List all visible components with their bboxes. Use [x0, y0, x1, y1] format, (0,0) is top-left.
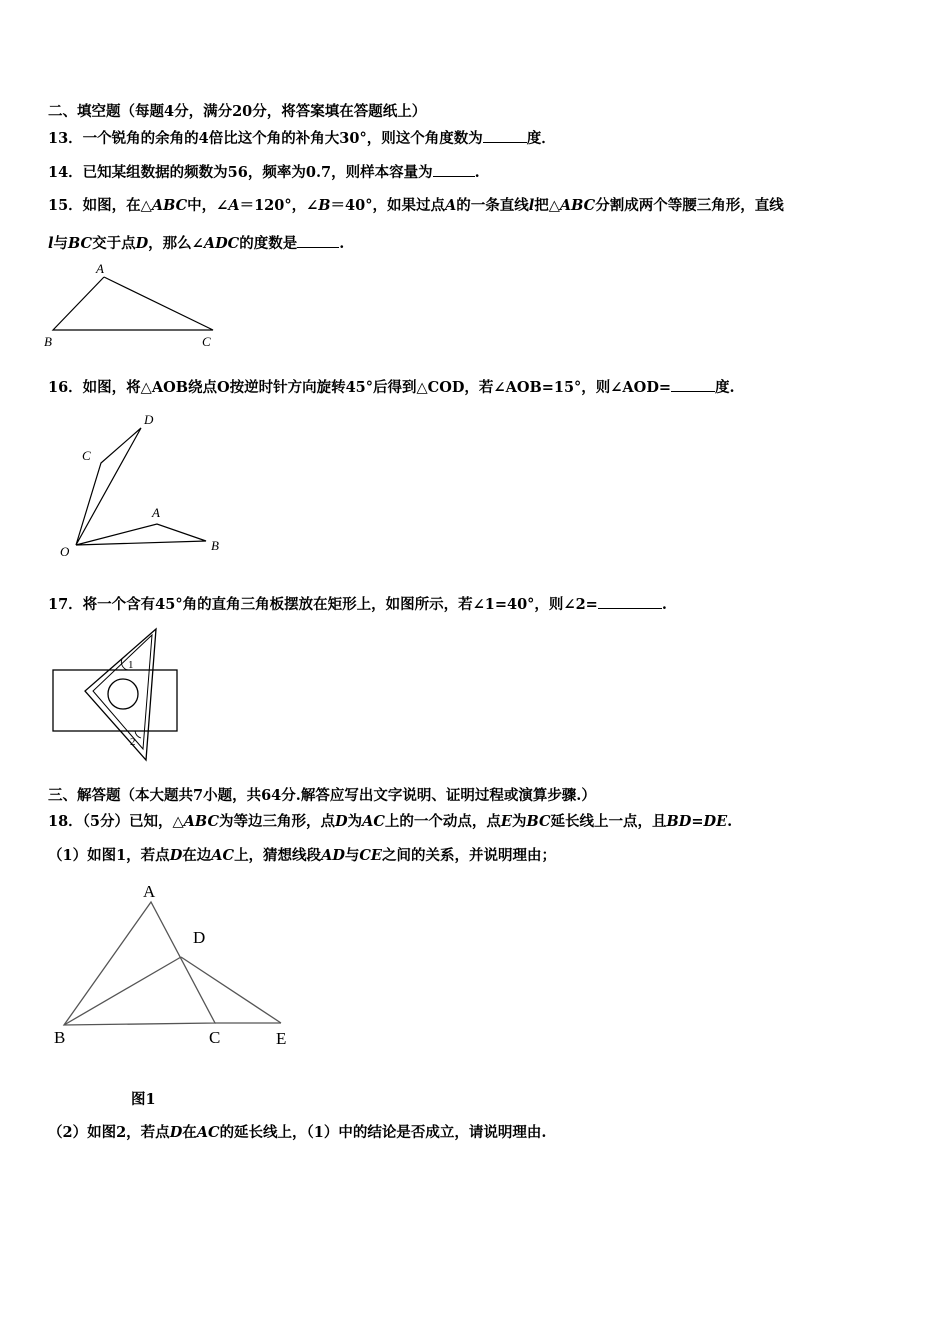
- q18-figure-1-caption: 图1: [131, 1091, 156, 1108]
- q18-var: AC: [362, 813, 385, 830]
- q15-var: B: [318, 197, 331, 214]
- q15-text: 与: [53, 235, 69, 252]
- question-18-part-1: [48, 846, 556, 866]
- q15-var: ADC: [203, 235, 240, 252]
- section-3-heading: 三、解答题（本大题共7小题，共64分.解答应写出文字说明、证明过程或演算步骤.）: [48, 787, 596, 804]
- q17-set-square-inner: [93, 635, 152, 749]
- q13-text-end: 度．: [526, 130, 556, 147]
- q18-part2-text: 在: [182, 1124, 197, 1141]
- q18-part2-var: AC: [196, 1124, 220, 1141]
- q16-label-c: C: [82, 448, 91, 463]
- q15-text: 的一条直线: [456, 197, 529, 214]
- q15-text: 把△: [534, 197, 560, 214]
- q18-part1-text: （1）如图1，若点: [48, 847, 170, 864]
- q18-part1-text: 上，猜想线段: [234, 847, 322, 864]
- q18-part1-text: 与: [344, 847, 360, 864]
- q18-part2-text: （2）如图2，若点: [48, 1124, 170, 1141]
- q14-answer-blank[interactable]: [433, 162, 475, 177]
- q16-triangle-aob: [76, 524, 206, 545]
- q15-var: BC: [68, 235, 93, 252]
- question-15-line-1: [48, 196, 784, 216]
- q15-text-end: .: [339, 235, 345, 252]
- q16-label-d: D: [144, 412, 154, 427]
- q15-label-a: A: [96, 261, 104, 276]
- q16-rotation-figure: [50, 405, 250, 565]
- q18-label-a: A: [143, 882, 156, 901]
- q18-part2-var: D: [169, 1124, 183, 1141]
- q18-text: 为: [347, 813, 363, 830]
- q15-var: l: [528, 197, 535, 214]
- q18-var: BD=DE: [666, 813, 728, 830]
- q15-triangle-figure: [40, 260, 240, 350]
- question-18-part-2: [48, 1123, 546, 1143]
- q17-label-1: 1: [128, 659, 134, 671]
- q18-triangle-abc: [64, 902, 215, 1025]
- q14-text-end: .: [474, 164, 480, 181]
- q18-part2-text: 的延长线上，（1）中的结论是否成立，请说明理由.: [219, 1124, 547, 1141]
- q17-rectangle: [53, 670, 177, 731]
- q16-answer-blank[interactable]: [671, 377, 715, 392]
- q15-var: ABC: [559, 197, 596, 214]
- q18-var: E: [500, 813, 512, 830]
- section-2-heading: 二、填空题（每题4分，满分20分，将答案填在答题纸上）: [48, 103, 427, 120]
- q15-var: A: [228, 197, 240, 214]
- q15-label-b: B: [44, 334, 52, 349]
- q18-text: 延长线上一点，且: [550, 813, 667, 830]
- q13-answer-blank[interactable]: [483, 128, 527, 143]
- question-16: [48, 377, 735, 398]
- q18-label-c: C: [209, 1028, 221, 1047]
- q16-text: 16．如图，将△AOB绕点O按逆时针方向旋转45°后得到△COD，若∠AOB=15°，则∠AOD=: [48, 379, 672, 396]
- q18-text: 18．（5分）已知，△: [48, 813, 184, 830]
- q14-text: 14．已知某组数据的频数为56，频率为0.7，则样本容量为: [48, 164, 433, 181]
- q15-text: ＝120°，∠: [239, 197, 319, 214]
- q15-var: l: [48, 235, 54, 252]
- q16-label-b: B: [211, 538, 219, 553]
- q15-text: ＝40°，如果过点: [330, 197, 445, 214]
- q15-text: 的度数是: [239, 235, 298, 252]
- q17-label-2: 2: [130, 736, 136, 748]
- q18-text: .: [727, 813, 733, 830]
- q15-answer-blank[interactable]: [297, 233, 339, 248]
- q16-label-a: A: [152, 505, 160, 520]
- q13-text: 13．一个锐角的余角的4倍比这个角的补角大30°，则这个角度数为: [48, 130, 483, 147]
- q18-part1-var: D: [169, 847, 183, 864]
- q18-part1-var: AC: [211, 847, 235, 864]
- q16-triangle-cod: [76, 428, 141, 545]
- question-15-line-2: [48, 233, 344, 254]
- q17-circle-hole: [108, 679, 138, 709]
- q18-text: 为等边三角形，点: [219, 813, 335, 830]
- q16-label-o: O: [60, 544, 70, 559]
- question-18-intro: [48, 812, 732, 832]
- q18-text: 上的一个动点，点: [384, 813, 501, 830]
- q18-label-d: D: [193, 928, 206, 947]
- q17-text: 17．将一个含有45°角的直角三角板摆放在矩形上，如图所示，若∠1=40°，则∠2=: [48, 596, 598, 613]
- q15-text: 交于点: [92, 235, 136, 252]
- q18-part1-text: 在边: [182, 847, 212, 864]
- q18-segment-bd: [64, 957, 181, 1025]
- q15-text: 15．如图，在△: [48, 197, 152, 214]
- q18-label-e: E: [276, 1029, 287, 1048]
- q18-var: D: [335, 813, 348, 830]
- q18-var: BC: [526, 813, 551, 830]
- q18-segment-de: [181, 957, 281, 1023]
- question-17: [48, 594, 667, 615]
- q18-text: 为: [511, 813, 527, 830]
- q17-angle-2-arc: [135, 731, 141, 738]
- q18-label-b: B: [54, 1028, 66, 1047]
- q18-figure-1: [48, 875, 308, 1055]
- q18-part1-var: CE: [359, 847, 382, 864]
- q17-triangle-ruler-figure: [48, 625, 188, 765]
- q15-var: ABC: [151, 197, 188, 214]
- q15-text: ，那么∠: [148, 235, 204, 252]
- q15-text: 分割成两个等腰三角形，直线: [595, 197, 784, 214]
- q15-var: D: [135, 235, 149, 252]
- q17-text-end: .: [661, 596, 667, 613]
- q18-var: ABC: [183, 813, 219, 830]
- q16-text-end: 度.: [715, 379, 735, 396]
- question-13: [48, 128, 556, 149]
- q15-triangle: [53, 277, 213, 330]
- q18-part1-var: AD: [321, 847, 345, 864]
- q18-part1-text: 之间的关系，并说明理由；: [381, 847, 556, 864]
- q15-var: A: [444, 197, 457, 214]
- question-14: [48, 162, 480, 183]
- q17-answer-blank[interactable]: [598, 594, 662, 609]
- q15-label-c: C: [202, 334, 211, 349]
- q15-text: 中，∠: [187, 197, 229, 214]
